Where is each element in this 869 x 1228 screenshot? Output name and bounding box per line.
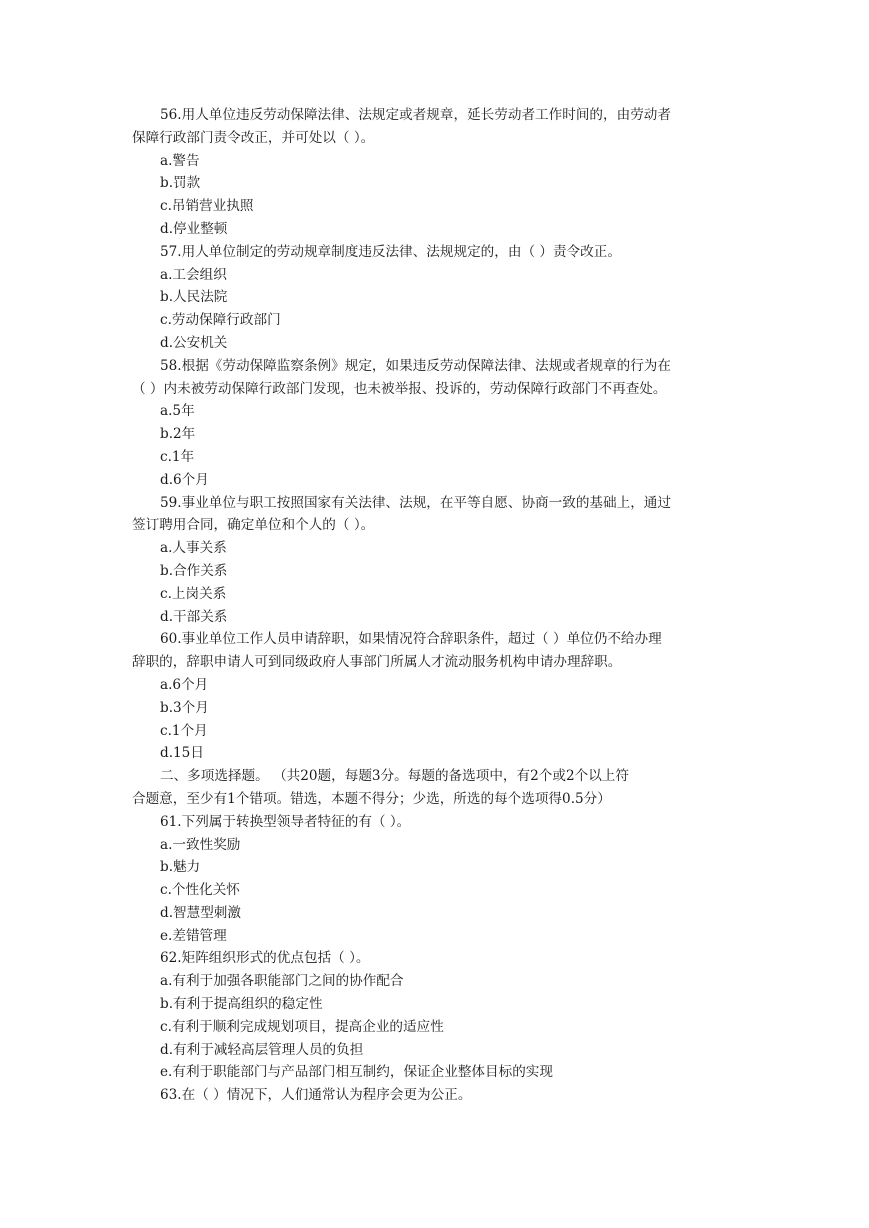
option-line: d.干部关系: [160, 608, 228, 625]
option-line: b.合作关系: [160, 562, 228, 579]
option-line: a.一致性奖励: [160, 836, 241, 853]
option-line: d.停业整顿: [160, 220, 228, 237]
question-continuation-line: 辞职的，辞职申请人可到同级政府人事部门所属人才流动服务机构申请办理辞职。: [132, 654, 622, 671]
option-line: a.6个月: [160, 676, 209, 693]
option-line: c.1个月: [160, 722, 208, 739]
option-line: c.有利于顺利完成规划项目，提高企业的适应性: [160, 1018, 444, 1035]
option-line: e.差错管理: [160, 927, 227, 944]
question-line: 56.用人单位违反劳动保障法律、法规定或者规章，延长劳动者工作时间的，由劳动者: [160, 107, 671, 123]
option-line: d.15日: [160, 745, 204, 762]
option-line: b.魅力: [160, 859, 201, 876]
question-continuation-line: 合题意，至少有1个错项。错选，本题不得分；少选，所选的每个选项得0.5分）: [132, 790, 611, 807]
question-continuation-line: 保障行政部门责令改正，并可处以（ ）。: [132, 129, 375, 146]
option-line: a.工会组织: [160, 266, 227, 283]
option-line: d.公安机关: [160, 334, 228, 351]
question-line: 61.下列属于转换型领导者特征的有（ ）。: [160, 813, 411, 830]
question-list: [0, 104, 869, 1107]
option-line: a.警告: [160, 152, 200, 169]
question-continuation-line: 签订聘用合同，确定单位和个人的（ ）。: [132, 517, 375, 534]
option-line: a.人事关系: [160, 540, 227, 557]
document-page: [0, 104, 869, 1107]
option-line: c.吊销营业执照: [160, 198, 254, 215]
question-continuation-line: （ ）内未被劳动保障行政部门发现，也未被举报、投诉的，劳动保障行政部门不再查处。: [132, 380, 667, 397]
option-line: b.人民法院: [160, 289, 228, 306]
question-line: 二、多项选择题。 （共20题，每题3分。每题的备选项中，有2个或2个以上符: [160, 768, 629, 785]
option-line: c.个性化关怀: [160, 882, 240, 899]
option-line: b.有利于提高组织的稳定性: [160, 996, 323, 1013]
option-line: d.有利于减轻高层管理人员的负担: [160, 1041, 364, 1058]
option-line: a.有利于加强各职能部门之间的协作配合: [160, 973, 404, 990]
question-line: 60.事业单位工作人员申请辞职，如果情况符合辞职条件，超过（ ）单位仍不给办理: [160, 631, 662, 648]
question-line: 57.用人单位制定的劳动规章制度违反法律、法规规定的，由（ ）责令改正。: [160, 243, 621, 260]
option-line: b.3个月: [160, 699, 209, 716]
option-line: c.劳动保障行政部门: [160, 312, 281, 329]
option-line: d.6个月: [160, 471, 209, 488]
option-line: b.2年: [160, 426, 196, 443]
option-line: e.有利于职能部门与产品部门相互制约，保证企业整体目标的实现: [160, 1064, 553, 1081]
option-line: a.5年: [160, 403, 195, 420]
question-line: 62.矩阵组织形式的优点包括（ ）。: [160, 950, 370, 967]
option-line: c.1年: [160, 448, 195, 465]
option-line: c.上岗关系: [160, 585, 227, 602]
option-line: d.智慧型刺激: [160, 904, 241, 921]
question-line: 59.事业单位与职工按照国家有关法律、法规，在平等自愿、协商一致的基础上，通过: [160, 494, 671, 511]
question-line: 58.根据《劳动保障监察条例》规定，如果违反劳动保障法律、法规或者规章的行为在: [160, 357, 671, 374]
question-line: 63.在（ ）情况下，人们通常认为程序会更为公正。: [160, 1087, 472, 1104]
option-line: b.罚款: [160, 175, 201, 192]
